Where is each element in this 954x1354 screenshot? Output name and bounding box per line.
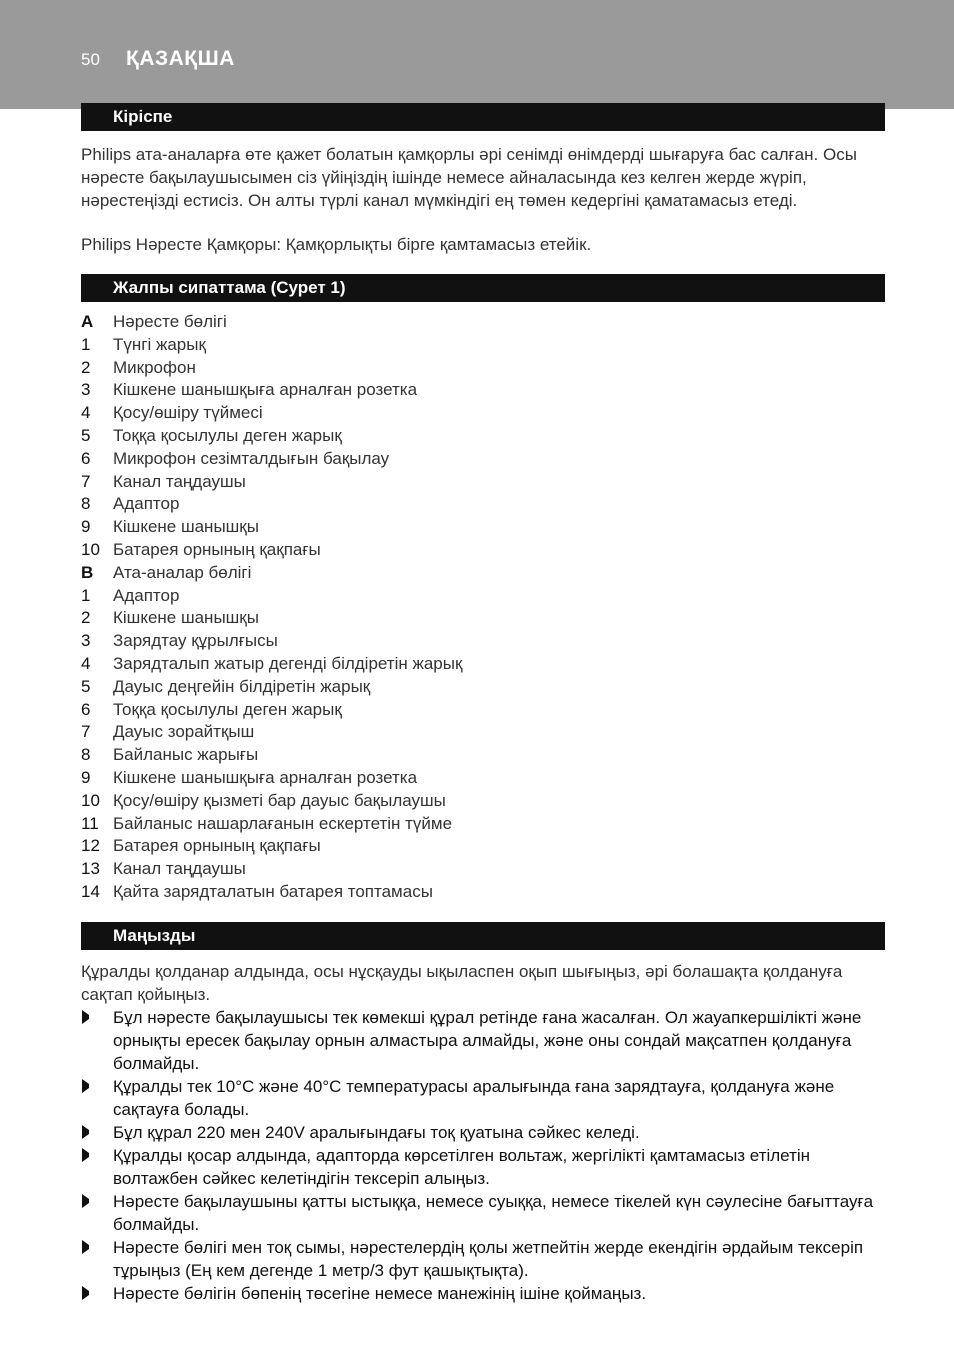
- bullet-arrow-icon: [81, 1285, 91, 1301]
- item-label: Канал таңдаушы: [113, 859, 246, 879]
- item-label: Дауыс зорайтқыш: [113, 722, 255, 742]
- overview-item: [81, 379, 881, 402]
- item-label: Адаптор: [113, 494, 180, 514]
- item-number: 13: [81, 859, 100, 879]
- item-number: 10: [81, 539, 100, 559]
- item-number: 1: [81, 585, 91, 605]
- overview-item: [81, 676, 881, 699]
- bullet-item: [81, 1121, 885, 1144]
- overview-item: [81, 471, 881, 494]
- item-label: Ата-аналар бөлігі: [113, 562, 252, 582]
- item-number: 6: [81, 448, 91, 468]
- bullet-text: Құралды қосар алдында, адапторда көрсетілген вольтаж, жергілікті қамтамасыз етілетін волтажбен сәйкес келетіндігін тексеріп алыңыз.: [113, 1146, 811, 1188]
- section-heading-intro: Кіріспе: [81, 103, 885, 131]
- item-number: 2: [81, 357, 91, 377]
- item-label: Канал таңдаушы: [113, 471, 246, 491]
- item-number: 4: [81, 653, 91, 673]
- overview-item: [81, 607, 881, 630]
- page-number: 50: [81, 50, 100, 69]
- item-label: Кішкене шанышқыға арналған розетка: [113, 767, 418, 787]
- item-number: 2: [81, 608, 91, 628]
- bullet-arrow-icon: [81, 1009, 91, 1025]
- item-number: 4: [81, 403, 91, 423]
- overview-item: [81, 881, 881, 904]
- item-label: Кішкене шанышқыға арналған розетка: [113, 380, 418, 400]
- bullet-arrow-icon: [81, 1078, 91, 1094]
- overview-item: [81, 813, 881, 836]
- overview-item: [81, 357, 881, 380]
- item-label: Қайта зарядталатын батарея топтамасы: [113, 881, 433, 901]
- bullet-item: [81, 1236, 885, 1282]
- bullet-text: Құралды тек 10°C және 40°C температурасы аралығында ғана зарядтауға, қолдануға және сақтауға болады.: [113, 1077, 835, 1119]
- overview-item: [81, 630, 881, 653]
- item-number: 12: [81, 836, 100, 856]
- overview-item: [81, 744, 881, 767]
- item-label: Дауыс деңгейін білдіретін жарық: [113, 676, 371, 696]
- item-label: Зарядтау құрылғысы: [113, 631, 278, 651]
- overview-item: [81, 721, 881, 744]
- item-label: Адаптор: [113, 585, 180, 605]
- item-number: B: [81, 562, 94, 582]
- item-label: Батарея орнының қақпағы: [113, 539, 321, 559]
- overview-item: [81, 699, 881, 722]
- item-label: Батарея орнының қақпағы: [113, 836, 321, 856]
- item-label: Кішкене шанышқы: [113, 517, 259, 537]
- item-number: A: [81, 312, 94, 331]
- item-number: 9: [81, 767, 91, 787]
- item-number: 14: [81, 881, 100, 901]
- intro-slogan: Philips Нәресте Қамқоры: Қамқорлықты бірге қамтамасыз етейік.: [81, 235, 592, 254]
- overview-item: [81, 653, 881, 676]
- bullet-text: Нәресте бақылаушыны қатты ыстыққа, немесе суыққа, немесе тікелей күн сәулесіне бағыттауға болмайды.: [113, 1192, 874, 1234]
- item-label: Байланыс нашарлағанын ескертетін түйме: [113, 813, 453, 833]
- intro-paragraph: Philips ата-аналарға өте қажет болатын қамқорлы әрі сенімді өнімдерді шығаруға бас салған. Осы нәресте бақылаушысымен сіз үйіңіздің ішінде немесе айналасында кез келген жерде жүріп, нәрестеңізді естисіз. Он алты түрлі канал мүмкіндігі ең төмен кедергіні қаматамасыз етеді.: [81, 145, 857, 210]
- item-label: Түнгі жарық: [113, 334, 206, 354]
- item-number: 3: [81, 380, 91, 400]
- item-number: 5: [81, 676, 91, 696]
- overview-item: [81, 539, 881, 562]
- overview-item: [81, 516, 881, 539]
- item-number: 1: [81, 334, 91, 354]
- language-title: ҚАЗАҚША: [126, 47, 235, 70]
- important-bullets: [81, 1006, 885, 1305]
- overview-item: [81, 402, 881, 425]
- item-label: Кішкене шанышқы: [113, 608, 259, 628]
- item-number: 7: [81, 471, 91, 491]
- bullet-text: Нәресте бөлігін бөпенің төсегіне немесе манежінің ішіне қоймаңыз.: [113, 1284, 647, 1303]
- item-label: Қосу/өшіру түймесі: [113, 403, 263, 423]
- item-number: 9: [81, 517, 91, 537]
- item-number: 5: [81, 425, 91, 445]
- overview-item: [81, 858, 881, 881]
- bullet-text: Нәресте бөлігі мен тоқ сымы, нәрестелердің қолы жетпейтін жерде екендігін әрдайым тексеріп тұрыңыз (Ең кем дегенде 1 метр/3 фут қашықтықта).: [113, 1238, 864, 1280]
- item-label: Зарядталып жатыр дегенді білдіретін жарық: [113, 653, 463, 673]
- overview-item: [81, 493, 881, 516]
- item-label: Қосу/өшіру қызметі бар дауыс бақылаушы: [113, 790, 446, 810]
- overview-item: [81, 311, 881, 334]
- item-label: Нәресте бөлігі: [113, 312, 227, 331]
- overview-item: [81, 790, 881, 813]
- overview-item: [81, 767, 881, 790]
- bullet-text: Бұл нәресте бақылаушысы тек көмекші құрал ретінде ғана жасалған. Ол жауапкершілікті және орнықты ересек бақылау орнын алмастыра алмайды, және оны сондай мақсатпен қолдануға болмайды.: [113, 1008, 862, 1073]
- item-number: 8: [81, 494, 91, 514]
- bullet-arrow-icon: [81, 1239, 91, 1255]
- overview-item: [81, 562, 881, 585]
- item-number: 3: [81, 631, 91, 651]
- item-label: Байланыс жарығы: [113, 745, 259, 765]
- item-number: 11: [81, 813, 99, 833]
- overview-item: [81, 425, 881, 448]
- important-intro: Құралды қолданар алдында, осы нұсқауды ықыласпен оқып шығыңыз, әрі болашақта қолдануға сақтап қойыңыз.: [81, 962, 843, 1004]
- item-label: Тоққа қосылулы деген жарық: [113, 425, 342, 445]
- bullet-arrow-icon: [81, 1124, 91, 1140]
- bullet-item: [81, 1075, 885, 1121]
- overview-item: [81, 585, 881, 608]
- item-number: 10: [81, 790, 100, 810]
- bullet-text: Бұл құрал 220 мен 240V аралығындағы тоқ қуатына сәйкес келеді.: [113, 1123, 640, 1142]
- overview-list: [81, 311, 881, 904]
- overview-item: [81, 448, 881, 471]
- item-label: Микрофон сезімталдығын бақылау: [113, 448, 390, 468]
- bullet-item: [81, 1282, 885, 1305]
- section-heading-important: Маңызды: [81, 922, 885, 950]
- item-label: Микрофон: [113, 357, 196, 377]
- bullet-arrow-icon: [81, 1147, 91, 1163]
- item-number: 6: [81, 699, 91, 719]
- item-label: Тоққа қосылулы деген жарық: [113, 699, 342, 719]
- overview-item: [81, 835, 881, 858]
- bullet-item: [81, 1144, 885, 1190]
- bullet-arrow-icon: [81, 1193, 91, 1209]
- item-number: 7: [81, 722, 91, 742]
- page-header: [0, 0, 954, 109]
- overview-item: [81, 334, 881, 357]
- bullet-item: [81, 1190, 885, 1236]
- bullet-item: [81, 1006, 885, 1075]
- item-number: 8: [81, 745, 91, 765]
- section-heading-overview: Жалпы сипаттама (Сурет 1): [81, 274, 885, 302]
